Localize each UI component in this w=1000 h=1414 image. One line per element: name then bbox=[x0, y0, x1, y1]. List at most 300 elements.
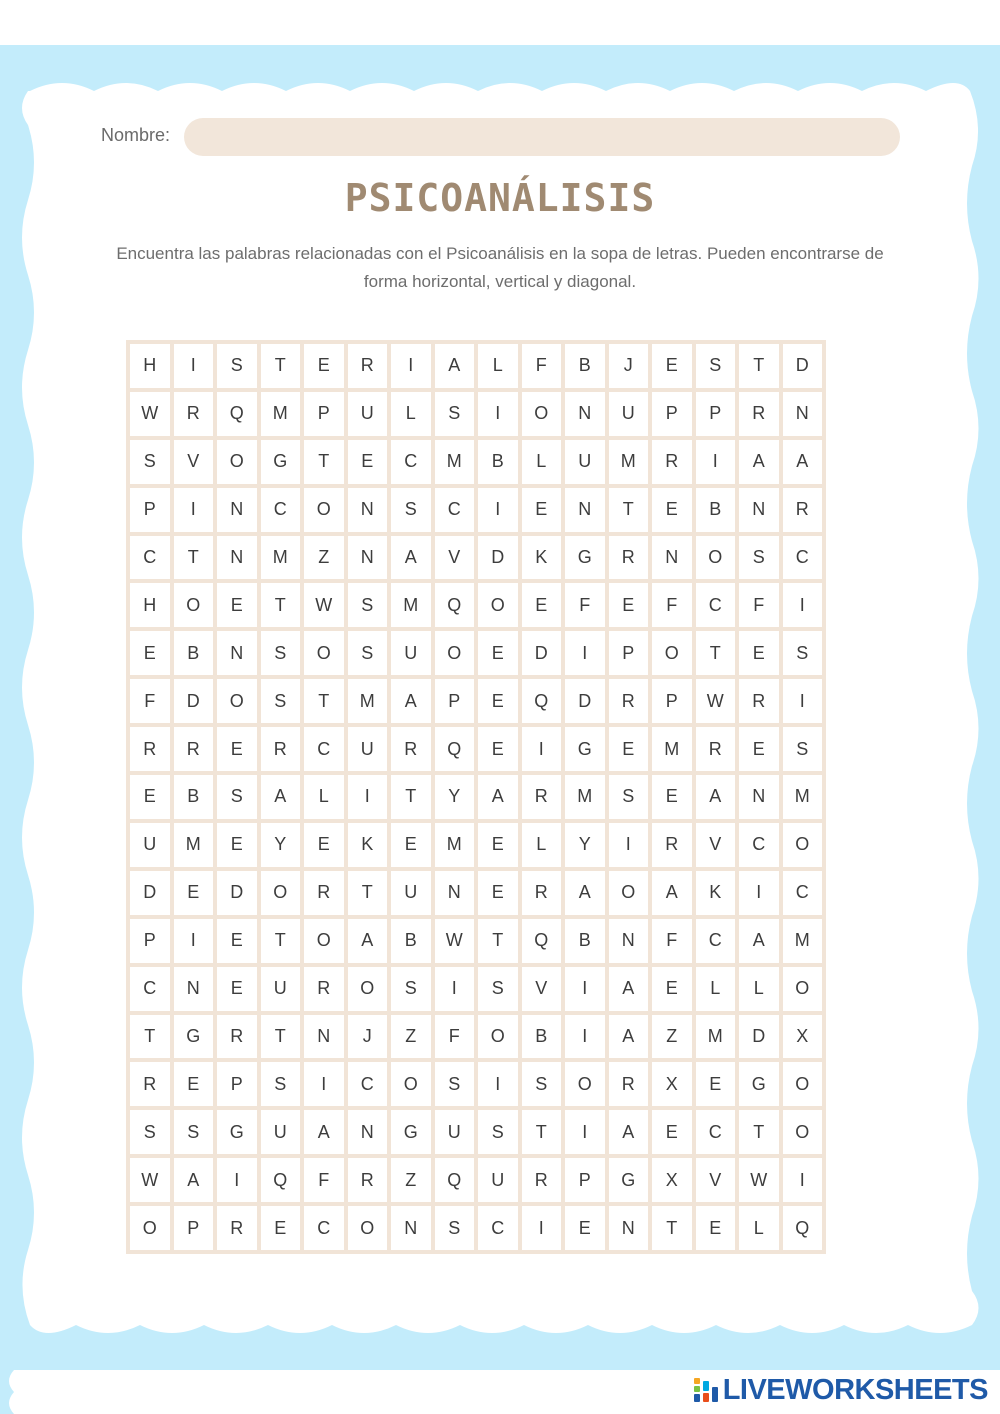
grid-cell[interactable]: I bbox=[478, 392, 518, 436]
grid-cell[interactable]: E bbox=[739, 631, 779, 675]
grid-cell[interactable]: R bbox=[609, 536, 649, 580]
grid-cell[interactable]: T bbox=[652, 1206, 692, 1250]
grid-cell[interactable]: O bbox=[304, 488, 344, 532]
grid-cell[interactable]: E bbox=[739, 727, 779, 771]
grid-cell[interactable]: I bbox=[783, 1158, 823, 1202]
grid-cell[interactable]: S bbox=[130, 1110, 170, 1154]
grid-cell[interactable]: E bbox=[652, 488, 692, 532]
grid-cell[interactable]: A bbox=[391, 536, 431, 580]
grid-cell[interactable]: J bbox=[609, 344, 649, 388]
grid-cell[interactable]: R bbox=[304, 871, 344, 915]
grid-cell[interactable]: O bbox=[478, 1015, 518, 1059]
grid-cell[interactable]: T bbox=[261, 583, 301, 627]
grid-cell[interactable]: W bbox=[304, 583, 344, 627]
grid-cell[interactable]: F bbox=[130, 679, 170, 723]
grid-cell[interactable]: S bbox=[261, 679, 301, 723]
grid-cell[interactable]: X bbox=[783, 1015, 823, 1059]
grid-cell[interactable]: D bbox=[522, 631, 562, 675]
grid-cell[interactable]: I bbox=[391, 344, 431, 388]
grid-cell[interactable]: P bbox=[609, 631, 649, 675]
grid-cell[interactable]: M bbox=[565, 775, 605, 819]
grid-cell[interactable]: I bbox=[304, 1062, 344, 1106]
grid-cell[interactable]: M bbox=[348, 679, 388, 723]
grid-cell[interactable]: I bbox=[478, 488, 518, 532]
grid-cell[interactable]: P bbox=[652, 392, 692, 436]
grid-cell[interactable]: T bbox=[261, 919, 301, 963]
grid-cell[interactable]: N bbox=[609, 1206, 649, 1250]
grid-cell[interactable]: N bbox=[739, 488, 779, 532]
grid-cell[interactable]: M bbox=[609, 440, 649, 484]
grid-cell[interactable]: I bbox=[478, 1062, 518, 1106]
grid-cell[interactable]: A bbox=[304, 1110, 344, 1154]
grid-cell[interactable]: W bbox=[130, 1158, 170, 1202]
grid-cell[interactable]: T bbox=[478, 919, 518, 963]
grid-cell[interactable]: P bbox=[130, 488, 170, 532]
grid-cell[interactable]: G bbox=[609, 1158, 649, 1202]
grid-cell[interactable]: B bbox=[174, 631, 214, 675]
grid-cell[interactable]: O bbox=[348, 1206, 388, 1250]
grid-cell[interactable]: I bbox=[174, 919, 214, 963]
grid-cell[interactable]: E bbox=[609, 583, 649, 627]
grid-cell[interactable]: U bbox=[565, 440, 605, 484]
grid-cell[interactable]: R bbox=[174, 392, 214, 436]
grid-cell[interactable]: V bbox=[174, 440, 214, 484]
grid-cell[interactable]: O bbox=[783, 1110, 823, 1154]
grid-cell[interactable]: R bbox=[391, 727, 431, 771]
grid-cell[interactable]: E bbox=[217, 727, 257, 771]
grid-cell[interactable]: S bbox=[783, 631, 823, 675]
grid-cell[interactable]: L bbox=[304, 775, 344, 819]
grid-cell[interactable]: L bbox=[696, 967, 736, 1011]
grid-cell[interactable]: G bbox=[391, 1110, 431, 1154]
grid-cell[interactable]: E bbox=[478, 679, 518, 723]
grid-cell[interactable]: I bbox=[217, 1158, 257, 1202]
grid-cell[interactable]: V bbox=[696, 1158, 736, 1202]
grid-cell[interactable]: I bbox=[348, 775, 388, 819]
grid-cell[interactable]: R bbox=[522, 775, 562, 819]
grid-cell[interactable]: B bbox=[478, 440, 518, 484]
grid-cell[interactable]: R bbox=[609, 679, 649, 723]
grid-cell[interactable]: B bbox=[174, 775, 214, 819]
grid-cell[interactable]: T bbox=[304, 440, 344, 484]
grid-cell[interactable]: T bbox=[696, 631, 736, 675]
grid-cell[interactable]: E bbox=[304, 823, 344, 867]
grid-cell[interactable]: C bbox=[348, 1062, 388, 1106]
grid-cell[interactable]: N bbox=[565, 488, 605, 532]
grid-cell[interactable]: E bbox=[522, 488, 562, 532]
grid-cell[interactable]: E bbox=[522, 583, 562, 627]
grid-cell[interactable]: O bbox=[522, 392, 562, 436]
grid-cell[interactable]: N bbox=[217, 488, 257, 532]
grid-cell[interactable]: J bbox=[348, 1015, 388, 1059]
grid-cell[interactable]: M bbox=[391, 583, 431, 627]
grid-cell[interactable]: C bbox=[696, 583, 736, 627]
grid-cell[interactable]: C bbox=[261, 488, 301, 532]
grid-cell[interactable]: R bbox=[130, 1062, 170, 1106]
grid-cell[interactable]: Z bbox=[391, 1158, 431, 1202]
grid-cell[interactable]: S bbox=[696, 344, 736, 388]
grid-cell[interactable]: O bbox=[217, 440, 257, 484]
grid-cell[interactable]: P bbox=[565, 1158, 605, 1202]
grid-cell[interactable]: A bbox=[174, 1158, 214, 1202]
grid-cell[interactable]: A bbox=[348, 919, 388, 963]
grid-cell[interactable]: C bbox=[304, 1206, 344, 1250]
grid-cell[interactable]: O bbox=[783, 823, 823, 867]
grid-cell[interactable]: Q bbox=[783, 1206, 823, 1250]
grid-cell[interactable]: F bbox=[304, 1158, 344, 1202]
grid-cell[interactable]: Q bbox=[435, 1158, 475, 1202]
grid-cell[interactable]: T bbox=[261, 344, 301, 388]
grid-cell[interactable]: L bbox=[478, 344, 518, 388]
grid-cell[interactable]: N bbox=[609, 919, 649, 963]
grid-cell[interactable]: I bbox=[565, 1015, 605, 1059]
grid-cell[interactable]: S bbox=[130, 440, 170, 484]
grid-cell[interactable]: E bbox=[174, 1062, 214, 1106]
grid-cell[interactable]: B bbox=[565, 919, 605, 963]
grid-cell[interactable]: F bbox=[435, 1015, 475, 1059]
grid-cell[interactable]: S bbox=[217, 775, 257, 819]
grid-cell[interactable]: B bbox=[391, 919, 431, 963]
grid-cell[interactable]: M bbox=[174, 823, 214, 867]
grid-cell[interactable]: S bbox=[391, 967, 431, 1011]
grid-cell[interactable]: C bbox=[130, 967, 170, 1011]
grid-cell[interactable]: R bbox=[261, 727, 301, 771]
grid-cell[interactable]: H bbox=[130, 583, 170, 627]
grid-cell[interactable]: T bbox=[739, 344, 779, 388]
grid-cell[interactable]: R bbox=[217, 1206, 257, 1250]
grid-cell[interactable]: S bbox=[478, 1110, 518, 1154]
grid-cell[interactable]: C bbox=[783, 536, 823, 580]
grid-cell[interactable]: R bbox=[130, 727, 170, 771]
grid-cell[interactable]: E bbox=[478, 871, 518, 915]
grid-cell[interactable]: D bbox=[478, 536, 518, 580]
grid-cell[interactable]: O bbox=[478, 583, 518, 627]
grid-cell[interactable]: Z bbox=[391, 1015, 431, 1059]
grid-cell[interactable]: S bbox=[435, 1206, 475, 1250]
grid-cell[interactable]: A bbox=[609, 1110, 649, 1154]
grid-cell[interactable]: V bbox=[435, 536, 475, 580]
grid-cell[interactable]: N bbox=[217, 631, 257, 675]
grid-cell[interactable]: H bbox=[130, 344, 170, 388]
grid-cell[interactable]: U bbox=[261, 967, 301, 1011]
grid-cell[interactable]: S bbox=[435, 392, 475, 436]
grid-cell[interactable]: G bbox=[739, 1062, 779, 1106]
grid-cell[interactable]: E bbox=[304, 344, 344, 388]
grid-cell[interactable]: C bbox=[739, 823, 779, 867]
grid-cell[interactable]: X bbox=[652, 1062, 692, 1106]
grid-cell[interactable]: S bbox=[435, 1062, 475, 1106]
grid-cell[interactable]: S bbox=[522, 1062, 562, 1106]
grid-cell[interactable]: G bbox=[217, 1110, 257, 1154]
grid-cell[interactable]: U bbox=[348, 392, 388, 436]
grid-cell[interactable]: E bbox=[696, 1206, 736, 1250]
grid-cell[interactable]: A bbox=[783, 440, 823, 484]
grid-cell[interactable]: I bbox=[522, 727, 562, 771]
grid-cell[interactable]: D bbox=[783, 344, 823, 388]
grid-cell[interactable]: Y bbox=[261, 823, 301, 867]
grid-cell[interactable]: N bbox=[783, 392, 823, 436]
grid-cell[interactable]: N bbox=[565, 392, 605, 436]
grid-cell[interactable]: I bbox=[565, 967, 605, 1011]
grid-cell[interactable]: V bbox=[696, 823, 736, 867]
grid-cell[interactable]: E bbox=[696, 1062, 736, 1106]
grid-cell[interactable]: T bbox=[348, 871, 388, 915]
grid-cell[interactable]: R bbox=[652, 440, 692, 484]
grid-cell[interactable]: N bbox=[348, 1110, 388, 1154]
grid-cell[interactable]: U bbox=[348, 727, 388, 771]
grid-cell[interactable]: E bbox=[478, 631, 518, 675]
grid-cell[interactable]: A bbox=[261, 775, 301, 819]
grid-cell[interactable]: O bbox=[261, 871, 301, 915]
grid-cell[interactable]: M bbox=[783, 775, 823, 819]
grid-cell[interactable]: E bbox=[609, 727, 649, 771]
grid-cell[interactable]: N bbox=[174, 967, 214, 1011]
grid-cell[interactable]: R bbox=[522, 1158, 562, 1202]
grid-cell[interactable]: N bbox=[217, 536, 257, 580]
grid-cell[interactable]: E bbox=[174, 871, 214, 915]
grid-cell[interactable]: A bbox=[565, 871, 605, 915]
grid-cell[interactable]: W bbox=[130, 392, 170, 436]
grid-cell[interactable]: Y bbox=[435, 775, 475, 819]
grid-cell[interactable]: D bbox=[130, 871, 170, 915]
grid-cell[interactable]: I bbox=[609, 823, 649, 867]
grid-cell[interactable]: T bbox=[739, 1110, 779, 1154]
grid-cell[interactable]: F bbox=[522, 344, 562, 388]
grid-cell[interactable]: U bbox=[391, 631, 431, 675]
grid-cell[interactable]: C bbox=[435, 488, 475, 532]
grid-cell[interactable]: G bbox=[565, 536, 605, 580]
grid-cell[interactable]: U bbox=[130, 823, 170, 867]
grid-cell[interactable]: M bbox=[696, 1015, 736, 1059]
grid-cell[interactable]: Q bbox=[435, 727, 475, 771]
grid-cell[interactable]: O bbox=[391, 1062, 431, 1106]
grid-cell[interactable]: I bbox=[783, 679, 823, 723]
grid-cell[interactable]: Q bbox=[435, 583, 475, 627]
grid-cell[interactable]: E bbox=[652, 775, 692, 819]
grid-cell[interactable]: F bbox=[739, 583, 779, 627]
grid-cell[interactable]: Q bbox=[522, 679, 562, 723]
grid-cell[interactable]: L bbox=[739, 1206, 779, 1250]
grid-cell[interactable]: M bbox=[261, 536, 301, 580]
grid-cell[interactable]: O bbox=[609, 871, 649, 915]
grid-cell[interactable]: T bbox=[391, 775, 431, 819]
name-input[interactable] bbox=[184, 118, 900, 156]
grid-cell[interactable]: D bbox=[739, 1015, 779, 1059]
grid-cell[interactable]: M bbox=[435, 440, 475, 484]
grid-cell[interactable]: P bbox=[652, 679, 692, 723]
grid-cell[interactable]: G bbox=[174, 1015, 214, 1059]
grid-cell[interactable]: O bbox=[435, 631, 475, 675]
grid-cell[interactable]: I bbox=[174, 488, 214, 532]
grid-cell[interactable]: K bbox=[522, 536, 562, 580]
grid-cell[interactable]: I bbox=[565, 631, 605, 675]
grid-cell[interactable]: P bbox=[696, 392, 736, 436]
grid-cell[interactable]: N bbox=[652, 536, 692, 580]
grid-cell[interactable]: P bbox=[217, 1062, 257, 1106]
grid-cell[interactable]: G bbox=[565, 727, 605, 771]
grid-cell[interactable]: E bbox=[565, 1206, 605, 1250]
grid-cell[interactable]: A bbox=[609, 967, 649, 1011]
grid-cell[interactable]: S bbox=[261, 1062, 301, 1106]
grid-cell[interactable]: N bbox=[739, 775, 779, 819]
grid-cell[interactable]: E bbox=[478, 823, 518, 867]
grid-cell[interactable]: Q bbox=[217, 392, 257, 436]
grid-cell[interactable]: M bbox=[435, 823, 475, 867]
grid-cell[interactable]: K bbox=[348, 823, 388, 867]
grid-cell[interactable]: S bbox=[609, 775, 649, 819]
grid-cell[interactable]: W bbox=[435, 919, 475, 963]
grid-cell[interactable]: O bbox=[696, 536, 736, 580]
grid-cell[interactable]: A bbox=[739, 440, 779, 484]
grid-cell[interactable]: A bbox=[478, 775, 518, 819]
grid-cell[interactable]: V bbox=[522, 967, 562, 1011]
grid-cell[interactable]: E bbox=[348, 440, 388, 484]
grid-cell[interactable]: R bbox=[174, 727, 214, 771]
grid-cell[interactable]: A bbox=[609, 1015, 649, 1059]
grid-cell[interactable]: N bbox=[348, 536, 388, 580]
grid-cell[interactable]: P bbox=[174, 1206, 214, 1250]
grid-cell[interactable]: I bbox=[783, 583, 823, 627]
grid-cell[interactable]: T bbox=[261, 1015, 301, 1059]
grid-cell[interactable]: E bbox=[391, 823, 431, 867]
grid-cell[interactable]: O bbox=[304, 631, 344, 675]
grid-cell[interactable]: S bbox=[348, 631, 388, 675]
grid-cell[interactable]: C bbox=[391, 440, 431, 484]
grid-cell[interactable]: C bbox=[304, 727, 344, 771]
grid-cell[interactable]: N bbox=[348, 488, 388, 532]
grid-cell[interactable]: Z bbox=[304, 536, 344, 580]
grid-cell[interactable]: T bbox=[130, 1015, 170, 1059]
grid-cell[interactable]: C bbox=[783, 871, 823, 915]
grid-cell[interactable]: E bbox=[130, 631, 170, 675]
grid-cell[interactable]: G bbox=[261, 440, 301, 484]
grid-cell[interactable]: F bbox=[652, 919, 692, 963]
grid-cell[interactable]: X bbox=[652, 1158, 692, 1202]
grid-cell[interactable]: U bbox=[435, 1110, 475, 1154]
grid-cell[interactable]: D bbox=[565, 679, 605, 723]
grid-cell[interactable]: E bbox=[652, 1110, 692, 1154]
grid-cell[interactable]: C bbox=[130, 536, 170, 580]
grid-cell[interactable]: D bbox=[174, 679, 214, 723]
grid-cell[interactable]: U bbox=[261, 1110, 301, 1154]
grid-cell[interactable]: E bbox=[217, 823, 257, 867]
grid-cell[interactable]: E bbox=[130, 775, 170, 819]
grid-cell[interactable]: F bbox=[652, 583, 692, 627]
grid-cell[interactable]: N bbox=[304, 1015, 344, 1059]
grid-cell[interactable]: I bbox=[522, 1206, 562, 1250]
grid-cell[interactable]: S bbox=[739, 536, 779, 580]
grid-cell[interactable]: W bbox=[739, 1158, 779, 1202]
grid-cell[interactable]: R bbox=[522, 871, 562, 915]
grid-cell[interactable]: T bbox=[609, 488, 649, 532]
grid-cell[interactable]: K bbox=[696, 871, 736, 915]
grid-cell[interactable]: N bbox=[435, 871, 475, 915]
grid-cell[interactable]: R bbox=[217, 1015, 257, 1059]
grid-cell[interactable]: B bbox=[565, 344, 605, 388]
grid-cell[interactable]: S bbox=[261, 631, 301, 675]
grid-cell[interactable]: W bbox=[696, 679, 736, 723]
grid-cell[interactable]: R bbox=[739, 392, 779, 436]
grid-cell[interactable]: I bbox=[435, 967, 475, 1011]
grid-cell[interactable]: T bbox=[522, 1110, 562, 1154]
grid-cell[interactable]: L bbox=[522, 823, 562, 867]
grid-cell[interactable]: E bbox=[217, 967, 257, 1011]
grid-cell[interactable]: U bbox=[391, 871, 431, 915]
grid-cell[interactable]: U bbox=[609, 392, 649, 436]
grid-cell[interactable]: I bbox=[565, 1110, 605, 1154]
grid-cell[interactable]: P bbox=[130, 919, 170, 963]
grid-cell[interactable]: F bbox=[565, 583, 605, 627]
grid-cell[interactable]: S bbox=[348, 583, 388, 627]
grid-cell[interactable]: O bbox=[652, 631, 692, 675]
grid-cell[interactable]: O bbox=[130, 1206, 170, 1250]
grid-cell[interactable]: C bbox=[696, 1110, 736, 1154]
grid-cell[interactable]: O bbox=[783, 1062, 823, 1106]
grid-cell[interactable]: R bbox=[348, 1158, 388, 1202]
grid-cell[interactable]: M bbox=[261, 392, 301, 436]
grid-cell[interactable]: T bbox=[304, 679, 344, 723]
grid-cell[interactable]: S bbox=[391, 488, 431, 532]
grid-cell[interactable]: M bbox=[652, 727, 692, 771]
grid-cell[interactable]: Z bbox=[652, 1015, 692, 1059]
grid-cell[interactable]: C bbox=[478, 1206, 518, 1250]
grid-cell[interactable]: R bbox=[348, 344, 388, 388]
grid-cell[interactable]: C bbox=[696, 919, 736, 963]
grid-cell[interactable]: P bbox=[304, 392, 344, 436]
grid-cell[interactable]: E bbox=[652, 967, 692, 1011]
grid-cell[interactable]: E bbox=[652, 344, 692, 388]
grid-cell[interactable]: P bbox=[435, 679, 475, 723]
grid-cell[interactable]: E bbox=[261, 1206, 301, 1250]
grid-cell[interactable]: O bbox=[348, 967, 388, 1011]
grid-cell[interactable]: T bbox=[174, 536, 214, 580]
grid-cell[interactable]: R bbox=[739, 679, 779, 723]
grid-cell[interactable]: D bbox=[217, 871, 257, 915]
grid-cell[interactable]: S bbox=[217, 344, 257, 388]
grid-cell[interactable]: M bbox=[783, 919, 823, 963]
grid-cell[interactable]: E bbox=[478, 727, 518, 771]
grid-cell[interactable]: Q bbox=[261, 1158, 301, 1202]
grid-cell[interactable]: A bbox=[391, 679, 431, 723]
grid-cell[interactable]: L bbox=[391, 392, 431, 436]
grid-cell[interactable]: I bbox=[174, 344, 214, 388]
grid-cell[interactable]: R bbox=[609, 1062, 649, 1106]
grid-cell[interactable]: Q bbox=[522, 919, 562, 963]
grid-cell[interactable]: B bbox=[522, 1015, 562, 1059]
grid-cell[interactable]: N bbox=[391, 1206, 431, 1250]
grid-cell[interactable]: A bbox=[652, 871, 692, 915]
grid-cell[interactable]: I bbox=[696, 440, 736, 484]
grid-cell[interactable]: R bbox=[696, 727, 736, 771]
grid-cell[interactable]: E bbox=[217, 583, 257, 627]
grid-cell[interactable]: S bbox=[783, 727, 823, 771]
grid-cell[interactable]: L bbox=[739, 967, 779, 1011]
grid-cell[interactable]: A bbox=[739, 919, 779, 963]
grid-cell[interactable]: I bbox=[739, 871, 779, 915]
grid-cell[interactable]: Y bbox=[565, 823, 605, 867]
grid-cell[interactable]: A bbox=[696, 775, 736, 819]
grid-cell[interactable]: E bbox=[217, 919, 257, 963]
grid-cell[interactable]: A bbox=[435, 344, 475, 388]
grid-cell[interactable]: O bbox=[217, 679, 257, 723]
grid-cell[interactable]: R bbox=[652, 823, 692, 867]
grid-cell[interactable]: S bbox=[478, 967, 518, 1011]
grid-cell[interactable]: B bbox=[696, 488, 736, 532]
grid-cell[interactable]: U bbox=[478, 1158, 518, 1202]
grid-cell[interactable]: O bbox=[304, 919, 344, 963]
grid-cell[interactable]: S bbox=[174, 1110, 214, 1154]
grid-cell[interactable]: O bbox=[783, 967, 823, 1011]
